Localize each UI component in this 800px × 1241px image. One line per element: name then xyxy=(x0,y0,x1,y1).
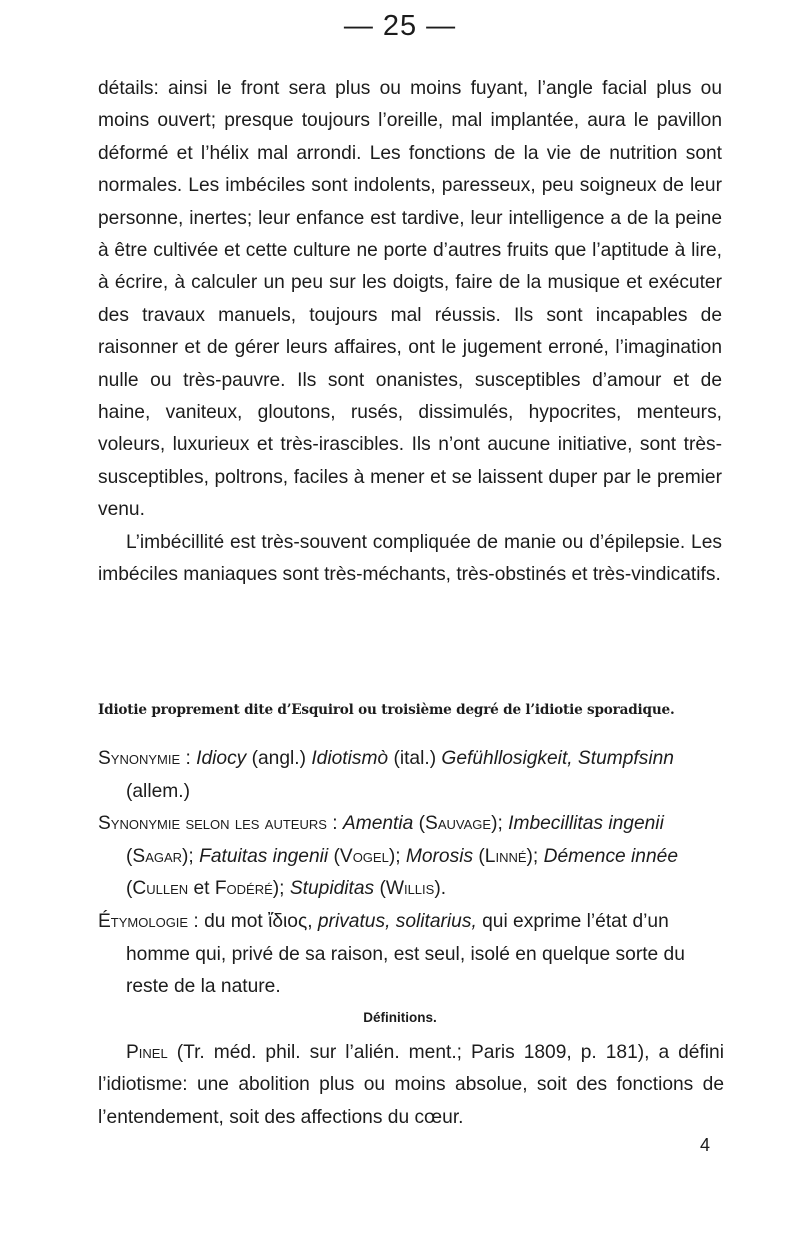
synonymie-label: Synonymie xyxy=(98,748,181,769)
signature-mark: 4 xyxy=(700,1135,711,1155)
author-name: Fodéré xyxy=(214,878,273,900)
term-english: Idiocy xyxy=(196,748,247,769)
greek-word: ἴδιος xyxy=(268,910,308,932)
synonymie-auteurs-label: Synonymie selon les auteurs xyxy=(98,813,327,835)
latin-words: privatus, solitarius, xyxy=(317,910,477,932)
etymologie-label: Étymologie xyxy=(98,910,189,932)
page-number: — 25 — xyxy=(343,10,457,42)
synonymie-auteurs-entry: Synonymie selon les auteurs : Amentia (Sauvage); Imbecillitas ingenii (Sagar); Fatuitas ingenii (Vogel); Morosis (Linné); Démence innée (Cullen et Fodéré); Stupiditas (Willis). xyxy=(98,813,678,900)
pinel-paragraph: Pinel (Tr. méd. phil. sur l’alién. ment.; Paris 1809, p. 181), a défini l’idiotisme: une abolition plus ou moins absolue, soit des fonctions de l’entendement, soit des affections du cœur. xyxy=(98,1042,724,1128)
body-text xyxy=(98,73,722,592)
etymologie-entry: Étymologie : du mot ἴδιος, privatus, solitarius, qui exprime l’état d’un homme qui, privé de sa raison, est seul, isolé en quelque sorte du reste de la nature. xyxy=(98,910,685,998)
paragraph-imbecillite: L’imbécillité est très-souvent compliquée de manie ou d’épilepsie. Les imbéciles maniaques sont très-méchants, très-obstinés et très-vindicatifs. xyxy=(98,531,722,586)
author-name: Vogel xyxy=(339,845,389,867)
section-title: Idiotie proprement dite d’Esquirol ou troisième degré de l’idiotie sporadique. xyxy=(98,702,675,718)
pinel-name: Pinel xyxy=(126,1042,168,1063)
definitions-heading: Définitions. xyxy=(363,1010,437,1025)
author-name: Sagar xyxy=(132,845,183,867)
term-german: Gefühllosigkeit, Stumpfsinn xyxy=(441,748,674,769)
paragraph-imbeciles: détails: ainsi le front sera plus ou moins fuyant, l’angle facial plus ou moins ouvert; presque toujours l’oreille, mal implantée, aura le pavillon déformé et l’hélix mal arrondi. Les fonctions de la vie de nutrition sont normales. Les imbéciles sont indolents, paresseux, peu soigneux de leur personne, inertes; leur enfance est tardive, leur intelligence a de la peine à être cultivée et cette culture ne porte d’autres fruits que l’aptitude à lire, à écrire, à calculer un peu sur les doigts, faire de la musique et exécuter des travaux manuels, toujours mal réussis. Ils sont incapables de raisonner et de gérer leurs affaires, ont le jugement erroné, l’imagination nulle ou très-pauvre. Ils sont onanistes, susceptibles d’amour et de haine, vaniteux, gloutons, rusés, dissimulés, hypocrites, menteurs, voleurs, luxurieux et très-irascibles. Ils n’ont aucune initiative, sont très-susceptibles, poltrons, faciles à mener et se laissent duper par le premier venu. xyxy=(98,78,722,521)
author-name: Cullen xyxy=(132,878,189,900)
synonymie-entry: Synonymie : Idiocy (angl.) Idiotismò (ital.) Gefühllosigkeit, Stumpfsinn (allem.) xyxy=(98,748,674,802)
author-name: Willis xyxy=(385,878,435,900)
author-name: Linné xyxy=(484,845,527,867)
definition-entries xyxy=(98,743,724,1004)
author-name: Sauvage xyxy=(425,813,492,835)
term-italian: Idiotismò xyxy=(311,748,389,769)
